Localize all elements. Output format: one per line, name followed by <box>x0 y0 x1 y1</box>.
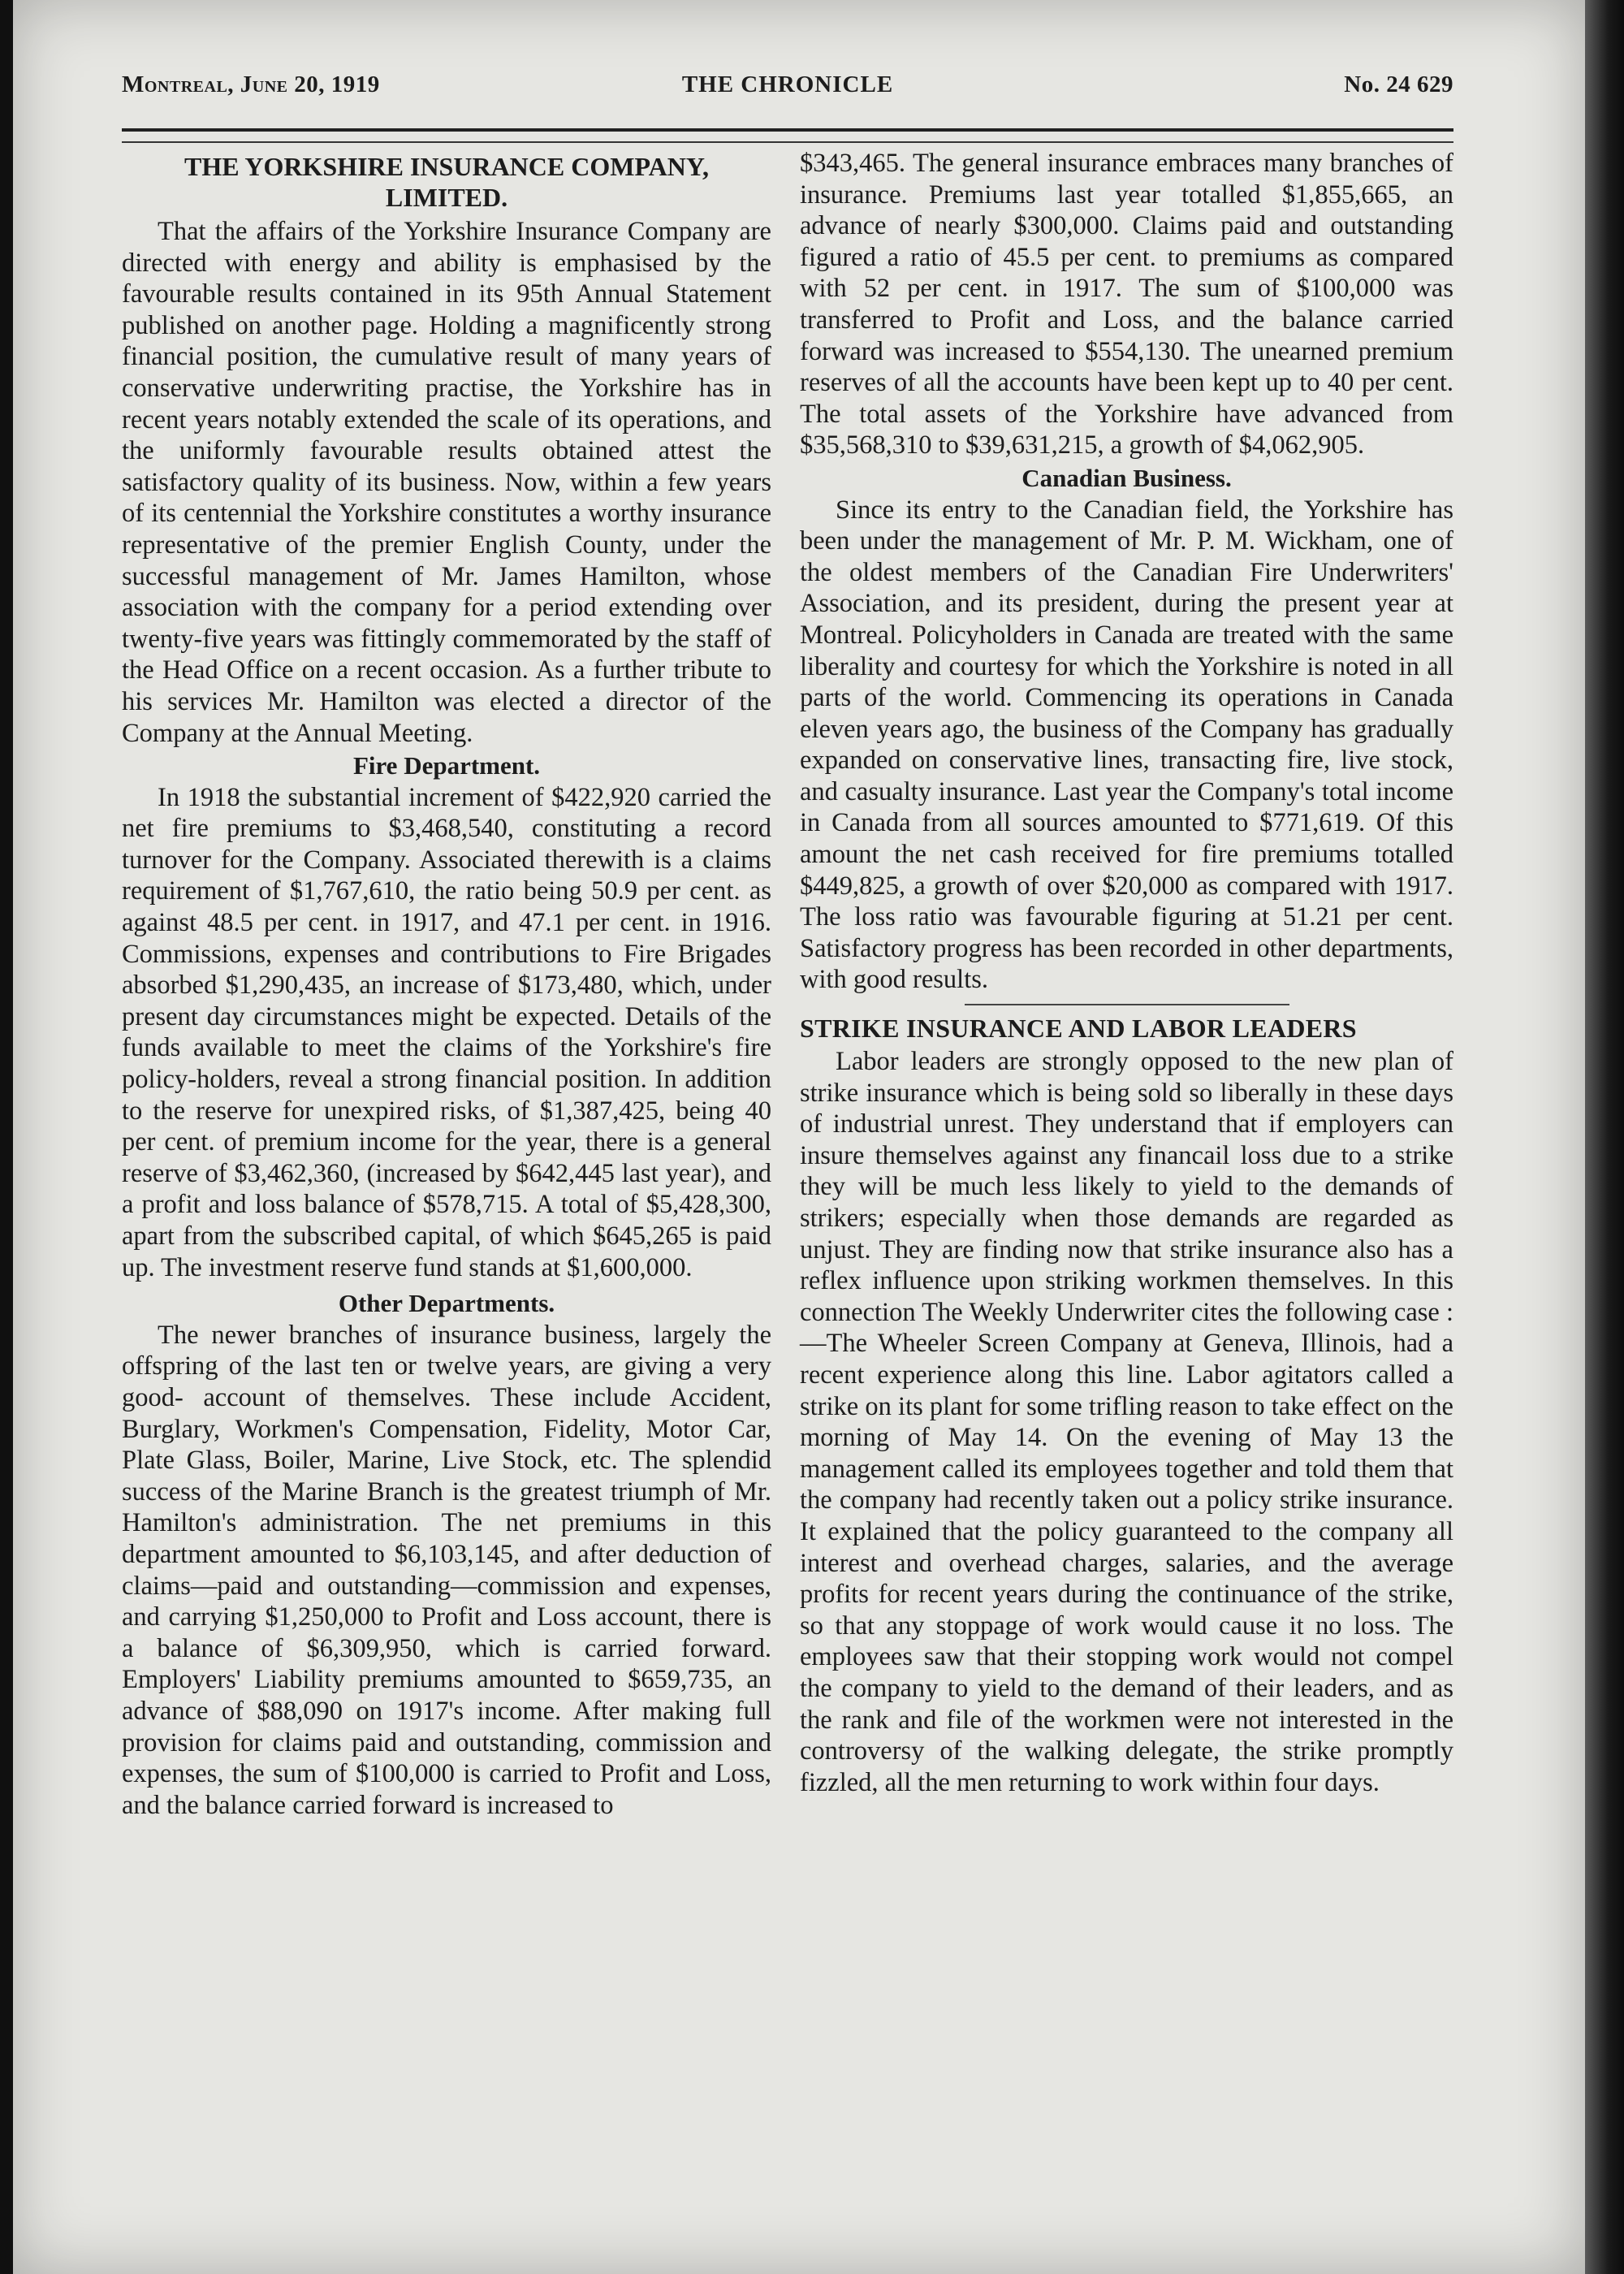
article-paragraph-other: The newer branches of insurance business, largely the offspring of the last ten or twelve years, are giving a very good- account of themselves. These include Accident, Burglary, Workmen's Compensation, Fidelity, Motor Car, Plate Glass, Boiler, Marine, Live Stock, etc. The splendid success of the Marine Branch is the greatest triumph of Mr. Hamilton's administration. The net premiums in this department amounted to $6,103,145, and after deduction of claims—paid and outstanding—commission and expenses, and carrying $1,250,000 to Profit and Loss account, there is a balance of $6,309,950, which is carried forward. Employers' Liability premiums amounted to $659,735, an advance of $88,090 on 1917's income. After making full provision for claims paid and outstanding, commission and expenses, the sum of $100,000 is carried to Profit and Loss, and the balance carried forward is increased to <box>122 1320 771 1820</box>
article-divider <box>965 1004 1289 1005</box>
article-paragraph-canadian: Since its entry to the Canadian field, the Yorkshire has been under the management of Mr. P. M. Wickham, one of the oldest members of the Canadian Fire Underwriters' Association, and its president, during the present year at Montreal. Policyholders in Canada are treated with the same liberality and courtesy for which the Yorkshire is noted in all parts of the world. Commencing its operations in Canada eleven years ago, the business of the Company has gradually expanded on conservative lines, transacting fire, live stock, and casualty insurance. Last year the Company's total income in Canada from all sources amounted to $771,619. Of this amount the net cash received for fire premiums totalled $449,825, a growth of over $20,000 as compared with 1917. The loss ratio was favourable figuring at 51.21 per cent. Satisfactory progress has been recorded in other departments, with good results. <box>800 495 1453 995</box>
right-column <box>800 148 1453 1798</box>
article-title-yorkshire: THE YORKSHIRE INSURANCE COMPANY, LIMITED. <box>184 152 709 212</box>
page-header <box>122 71 1453 112</box>
header-double-rule <box>122 128 1453 143</box>
book-binding-edge <box>1585 0 1624 2274</box>
left-column <box>122 148 771 1821</box>
subheading-canadian-business: Canadian Business. <box>1021 463 1232 492</box>
header-dateline: Montreal, June 20, 1919 <box>122 71 380 97</box>
header-issue-page: No. 24 629 <box>1344 71 1453 97</box>
subheading-fire-department: Fire Department. <box>352 751 541 780</box>
article-paragraph-strike: Labor leaders are strongly opposed to the new plan of strike insurance which is being sold so liberally in these days of industrial unrest. They understand that if employers can insure themselves against any financail loss due to a strike they will be much less likely to yield to the demands of strikers; especially when those demands are regarded as unjust. They are finding now that strike insurance also has a reflex influence upon striking workmen themselves. In this connection The Weekly Underwriter cites the following case :—The Wheeler Screen Company at Geneva, Illinois, had a recent experience along this line. Labor agitators called a strike on its plant for some trifling reason to take effect on the morning of May 14. On the evening of May 13 the management called its employees together and told them that the company had recently taken out a policy strike insurance. It explained that the policy guaranteed to the company all interest and overhead charges, salaries, and the average profits for recent years during the continuance of the strike, so that any stoppage of work would cause it no loss. The employees saw that their stopping work would not compel the company to yield to the demand of their leaders, and as the rank and file of the workmen were not interested in the controversy of the walking delegate, the strike promptly fizzled, all the men returning to work within four days. <box>800 1047 1453 1797</box>
article-paragraph-fire: In 1918 the substantial increment of $422,920 carried the net fire premiums to $3,468,540, constituting a record turnover for the Company. Associated therewith is a claims requirement of $1,767,610, the ratio being 50.9 per cent. as against 48.5 per cent. in 1917, and 47.1 per cent. in 1916. Commissions, expenses and contributions to Fire Brigades absorbed $1,290,435, an increase of $173,480, which, under present day circumstances might be expected. Details of the funds available to meet the claims of the Yorkshire's fire policy-holders, reveal a strong financial position. In addition to the reserve for unexpired risks, of $1,387,425, being 40 per cent. of premium income for the year, there is a general reserve of $3,462,360, (increased by $642,445 last year), and a profit and loss balance of $578,715. A total of $5,428,300, apart from the subscribed capital, of which $645,265 is paid up. The investment reserve fund stands at $1,600,000. <box>122 782 771 1282</box>
article-title-strike-insurance: STRIKE INSURANCE AND LABOR LEADERS <box>800 1014 1357 1044</box>
article-paragraph-other-continued: $343,465. The general insurance embraces many branches of insurance. Premiums last year totalled $1,855,665, an advance of nearly $300,000. Claims paid and outstanding figured a ratio of 45.5 per cent. to premiums as compared with 52 per cent. in 1917. The sum of $100,000 was transferred to Profit and Loss, and the balance carried forward was increased to $554,130. The unearned premium reserves of all the accounts have been kept up to 40 per cent. The total assets of the Yorkshire have advanced from $35,568,310 to $39,631,215, a growth of $4,062,905. <box>800 149 1453 460</box>
header-publication-title: THE CHRONICLE <box>681 71 894 97</box>
subheading-other-departments: Other Departments. <box>338 1289 555 1318</box>
article-paragraph-intro: That the affairs of the Yorkshire Insurance Company are directed with energy and ability is emphasised by the favourable results contained in its 95th Annual Statement published on another page. Holding a magnificently strong financial position, the cumulative result of many years of conservative underwriting practise, the Yorkshire has in recent years notably extended the scale of its operations, and the uniformly favourable results obtained attest the satisfactory quality of its business. Now, within a few years of its centennial the Yorkshire constitutes a worthy insurance representative of the premier English County, under the successful management of Mr. James Hamilton, whose association with the company for a period extending over twenty-five years was fittingly commemorated by the staff of the Head Office on a recent occasion. As a further tribute to his services Mr. Hamilton was elected a director of the Company at the Annual Meeting. <box>122 217 771 748</box>
